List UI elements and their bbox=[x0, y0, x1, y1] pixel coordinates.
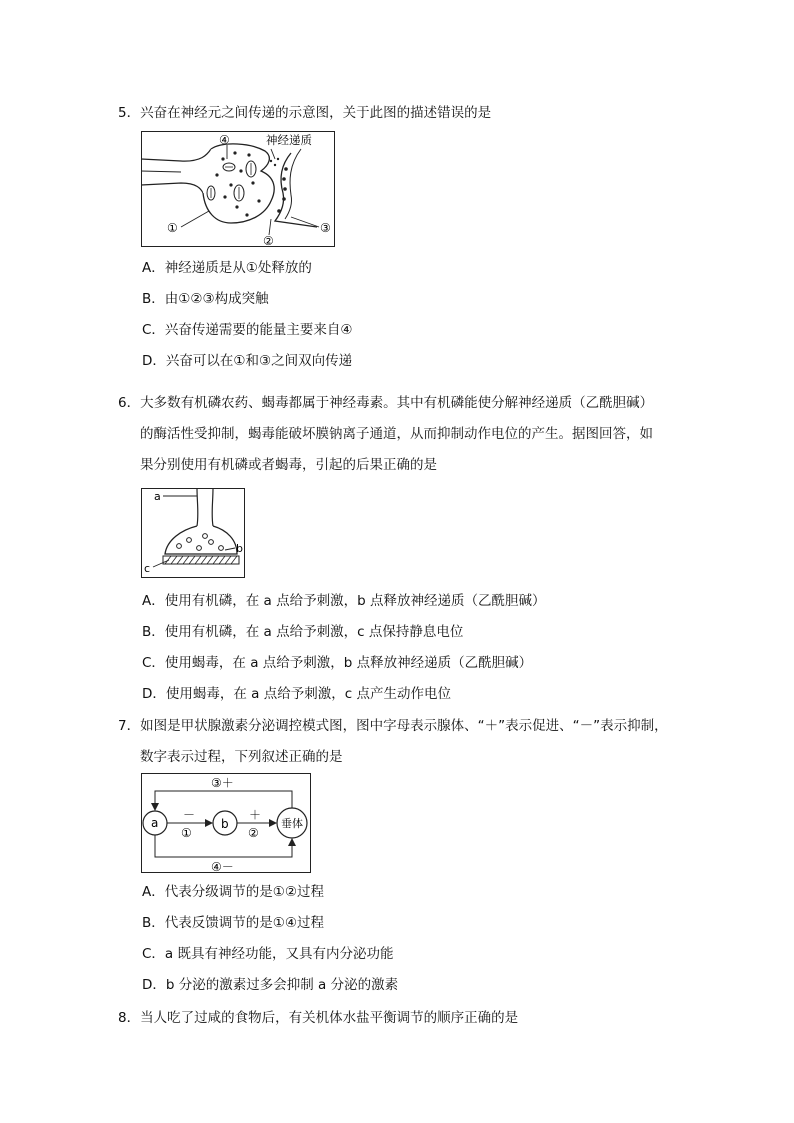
q6-option-b[interactable]: B．使用有机磷，在 a 点给予刺激，c 点保持静息电位 bbox=[142, 624, 464, 640]
q7-option-c[interactable]: C．a 既具有神经功能，又具有内分泌功能 bbox=[142, 946, 394, 962]
arrow2-number: ② bbox=[248, 826, 259, 840]
thyroid-regulation-diagram bbox=[141, 773, 311, 873]
q6-stem-line-1: 6．大多数有机磷农药、蝎毒都属于神经毒素。其中有机磷能使分解神经递质（乙酰胆碱） bbox=[118, 395, 654, 411]
node-a-label: a bbox=[151, 816, 159, 830]
mark-1: ① bbox=[167, 221, 178, 235]
arrow1-number: ① bbox=[181, 826, 192, 840]
q5-option-c[interactable]: C．兴奋传递需要的能量主要来自④ bbox=[142, 322, 353, 338]
q7-option-d[interactable]: D．b 分泌的激素过多会抑制 a 分泌的激素 bbox=[142, 977, 399, 993]
node-b-label: b bbox=[221, 817, 229, 831]
mark-2: ② bbox=[263, 234, 274, 247]
q5-option-a[interactable]: A．神经递质是从①处释放的 bbox=[142, 260, 312, 276]
mark-4: ④ bbox=[219, 133, 230, 147]
q6-option-a[interactable]: A．使用有机磷，在 a 点给予刺激，b 点释放神经递质（乙酰胆碱） bbox=[142, 593, 546, 609]
mark-3: ③ bbox=[320, 221, 331, 235]
q7-stem-line-2: 数字表示过程，下列叙述正确的是 bbox=[140, 749, 343, 765]
q7-stem-line-1: 7．如图是甲状腺激素分泌调控模式图，图中字母表示腺体、“＋”表示促进、“－”表示抑制， bbox=[118, 718, 668, 734]
arrow2-sign: ＋ bbox=[249, 808, 262, 822]
label-b: b bbox=[236, 542, 243, 555]
synapse-diagram bbox=[141, 131, 335, 247]
q6-stem-line-2: 的酶活性受抑制，蝎毒能破坏膜钠离子通道，从而抑制动作电位的产生。据图回答，如 bbox=[140, 426, 653, 442]
q7-regulation-figure bbox=[141, 773, 311, 873]
bottom-loop-label: ④－ bbox=[211, 860, 234, 873]
q8-stem: 8．当人吃了过咸的食物后，有关机体水盐平衡调节的顺序正确的是 bbox=[118, 1010, 519, 1026]
q5-option-b[interactable]: B．由①②③构成突触 bbox=[142, 291, 269, 307]
synapse-abc-diagram bbox=[141, 488, 245, 578]
q6-option-d[interactable]: D．使用蝎毒，在 a 点给予刺激，c 点产生动作电位 bbox=[142, 686, 451, 702]
q5-synapse-figure bbox=[141, 131, 335, 247]
q7-option-a[interactable]: A．代表分级调节的是①②过程 bbox=[142, 884, 324, 900]
label-neurotransmitter: 神经递质 bbox=[266, 133, 312, 147]
q5-stem: 5．兴奋在神经元之间传递的示意图，关于此图的描述错误的是 bbox=[118, 105, 492, 121]
q5-option-d[interactable]: D．兴奋可以在①和③之间双向传递 bbox=[142, 353, 353, 369]
label-c: c bbox=[144, 562, 151, 575]
node-pituitary-label: 垂体 bbox=[281, 817, 303, 830]
q7-option-b[interactable]: B．代表反馈调节的是①④过程 bbox=[142, 915, 324, 931]
top-loop-label: ③＋ bbox=[211, 776, 234, 790]
arrow1-sign: － bbox=[183, 808, 196, 822]
q6-synapse-figure bbox=[141, 488, 245, 578]
label-a: a bbox=[154, 490, 161, 503]
q6-option-c[interactable]: C．使用蝎毒，在 a 点给予刺激，b 点释放神经递质（乙酰胆碱） bbox=[142, 655, 533, 671]
q6-stem-line-3: 果分别使用有机磷或者蝎毒，引起的后果正确的是 bbox=[140, 457, 437, 473]
